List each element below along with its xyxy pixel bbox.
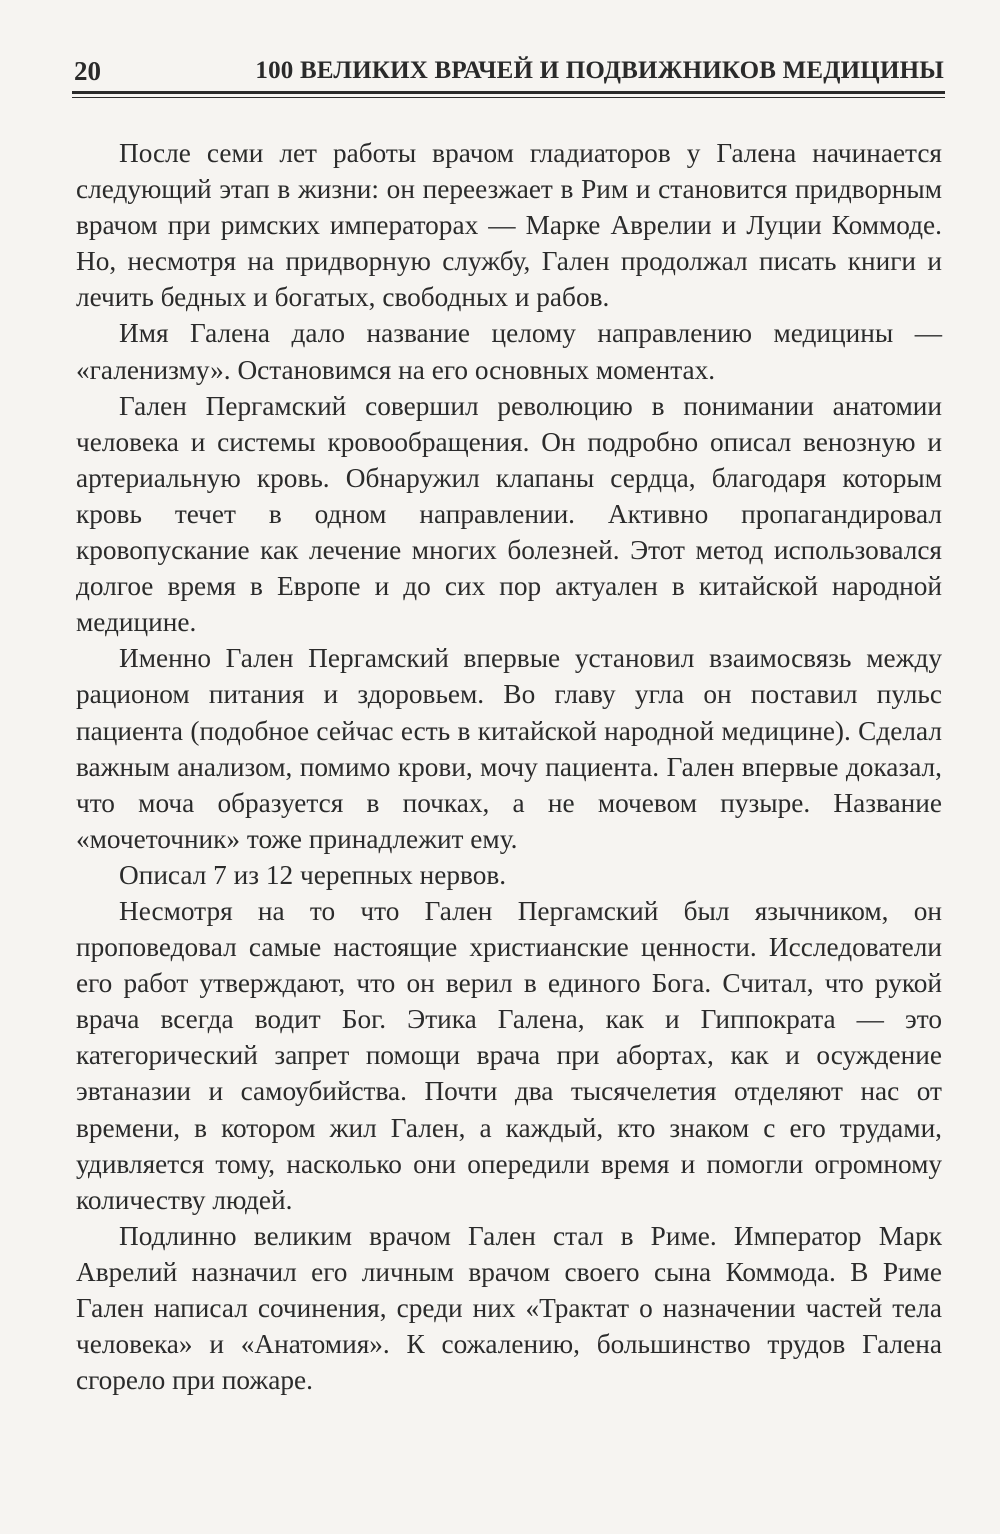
paragraph: После семи лет работы врачом гладиаторов у Галена начинается следующий этап в жизни: он переезжает в Рим и становится придворным врачом при римских императорах — Марке Аврелии и Луции Коммоде. Но, несмотря на придворную службу, Гален продолжал писать книги и лечить бедных и богатых, свободных и рабов. [76,138,942,313]
paragraph: Именно Гален Пергамский впервые установил взаимосвязь между рационом питания и здоровьем. Во главу угла он поставил пульс пациента (подобное сейчас есть в китайской народной медицине). Сделал важным анализом, помимо крови, мочу пациента. Гален впервые доказал, что моча образуется в почках, а не мочевом пузыре. Название «мочеточник» тоже принадлежит ему. [76,643,942,854]
running-title: 100 ВЕЛИКИХ ВРАЧЕЙ И ПОДВИЖНИКОВ МЕДИЦИНЫ [255,57,944,84]
paragraph: Подлинно великим врачом Гален стал в Риме. Император Марк Аврелий назначил его личным врачом своего сына Коммода. В Риме Гален написал сочинения, среди них «Трактат о назначении частей тела человека» и «Анатомия». К сожалению, большинство трудов Галена сгорело при пожаре. [76,1220,942,1396]
header-rule-thick [72,91,945,94]
page-number: 20 [74,56,101,86]
paragraph: Гален Пергамский совершил революцию в понимании анатомии человека и системы кровообращения. Он подробно описал венозную и артериальную кровь. Обнаружил клапаны сердца, благодаря которым кровь течет в одном направлении. Активно пропагандировал кровопускание как лечение многих болезней. Этот метод использовался долгое время в Европе и до сих пор актуален в китайской народной медицине. [76,390,942,638]
paragraph: Описал 7 из 12 черепных нервов. [119,859,507,890]
paragraph: Несмотря на то что Гален Пергамский был язычником, он проповедовал самые настоящие христианские ценности. Исследователи его работ утверждают, что он верил в единого Бога. Считал, что рукой врача всегда водит Бог. Этика Галена, как и Гиппократа — это категорический запрет помощи врача при абортах, как и осуждение эвтаназии и самоубийства. Почти два тысячелетия отделяют нас от времени, в котором жил Гален, а каждый, кто знаком с его трудами, удивляется тому, насколько они опередили время и помогли огромному количеству людей. [76,895,942,1215]
paragraph: Имя Галена дало название целому направлению медицины — «галенизму». Остановимся на его основных моментах. [76,318,942,385]
body-text [76,135,942,1398]
page-header [74,56,944,86]
header-rule-thin [72,97,945,98]
